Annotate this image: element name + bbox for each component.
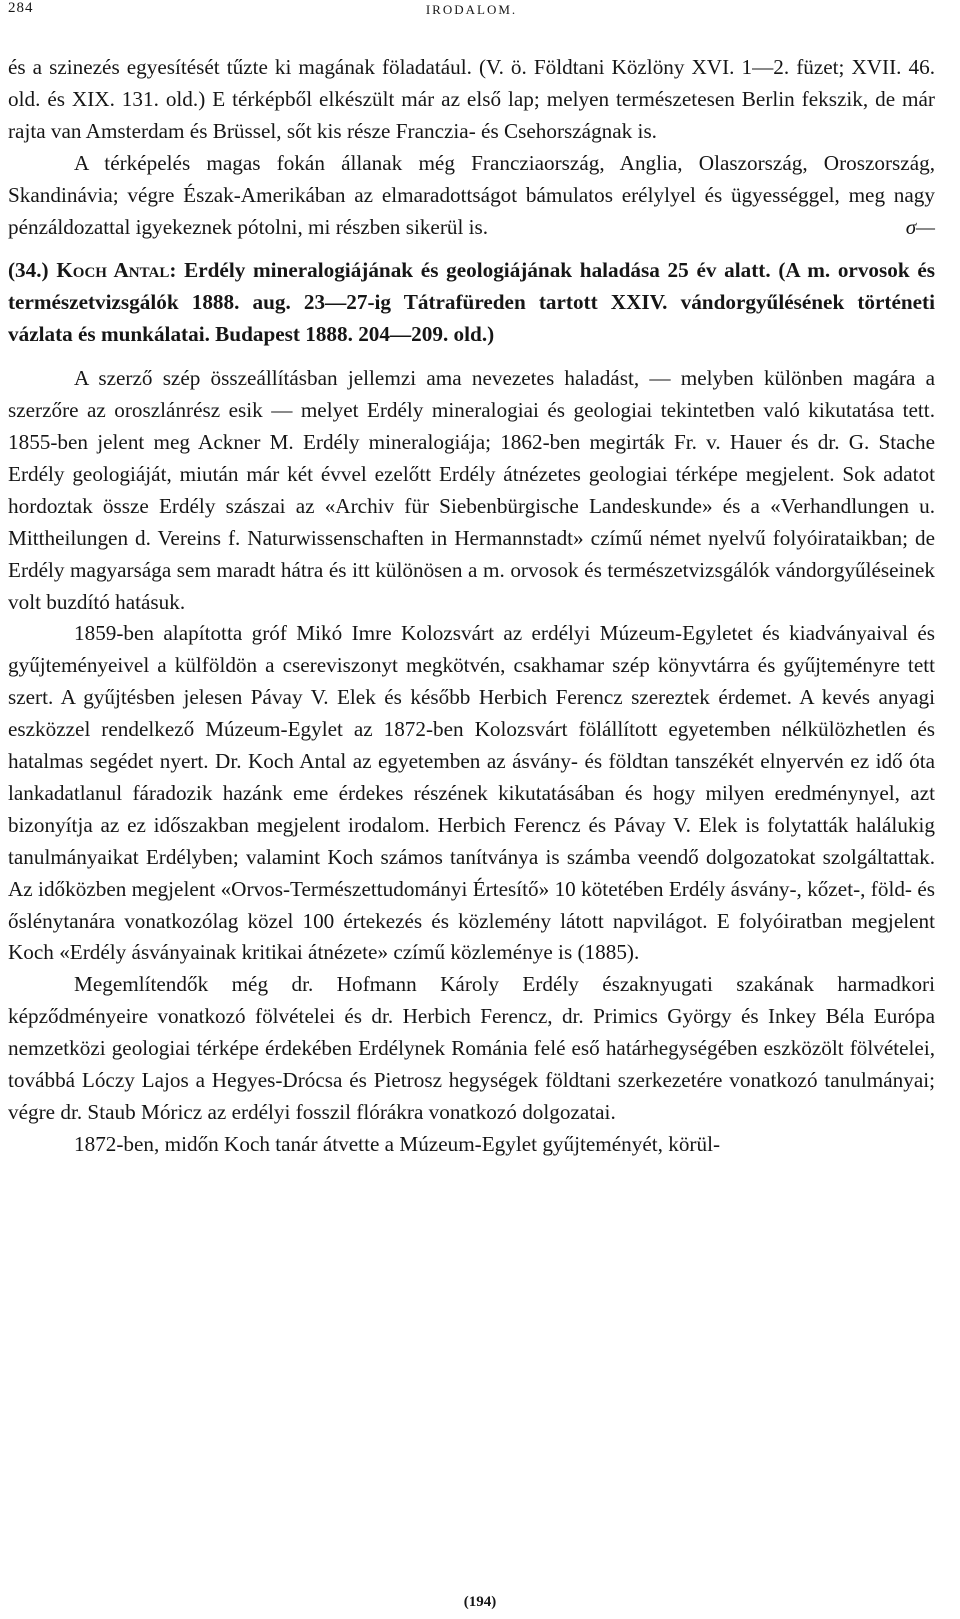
paragraph-4: 1859-ben alapította gróf Mikó Imre Kolozsvárt az erdélyi Múzeum-Egyletet és kiadványaival és gyűjteményeivel a külföldön a csereviszonyt megkötvén, csakhamar szép könyvtárra és gyűjteményre tett szert. A gyűjtésben jelesen Pávay V. Elek és később Herbich Ferencz szereztek érdemet. A kevés anyagi eszközzel rendelkező Múzeum-Egylet az 1872-ben Kolozsvárt fölállított egyetemben nélkülözhetlen és hatalmas segédet nyert. Dr. Koch Antal az egyetemben az ásvány- és földtan tanszékét elnyervén ez idő óta lankadatlanul fáradozik hazánk eme érdekes részének kikutatásában és hogy milyen eredménynyel, azt bizonyítja az ez időszakban megjelent irodalom. Herbich Ferencz és Pávay V. Elek is folytatták halálukig tanulmányaikat Erdélyben; valamint Koch számos tanítványa is számba veendő dolgozatokat szolgáltattak. Az időközben megjelent «Orvos-Természettudományi Értesítő» 10 kötetében Erdély ásvány-, kőzet-, föld- és őslénytanára vonatkozólag közel 100 értekezés és közlemény látott napvilágot. E folyóiratban megjelent Koch «Erdély ásványainak kritikai átnézete» czímű közleménye is (1885). — [8, 621, 935, 965]
page-number: 284 — [8, 0, 34, 16]
reviewer-signature: σ— — [905, 214, 935, 239]
bibliography-entry — [8, 255, 935, 351]
paragraph-5: Megemlítendők még dr. Hofmann Károly Erdély északnyugati szakának harmadkori képződményeire vonatkozó fölvételei és dr. Herbich Ferencz, dr. Primics György és Inkey Béla Európa nemzetközi geologiai térképe érdekében Erdélynek Románia felé eső határhegységében eszközölt fölvételei, továbbá Lóczy Lajos a Hegyes-Drócsa és Pietrosz hegységek földtani szerkezetére vonatkozó tanulmányai; végre dr. Staub Móricz az erdélyi fosszil flórákra vonatkozó dolgozatai. — [8, 972, 935, 1124]
paragraph-3: A szerző szép összeállításban jellemzi ama nevezetes haladást, — melyben különben magára a szerzőre az oroszlánrész esik — melyet Erdély mineralogiai és geologiai tekintetben való kikutatása tett. 1855-ben jelent meg Ackner M. Erdély mineralogiája; 1862-ben megirták Fr. v. Hauer és dr. G. Stache Erdély geologiáját, miután már két évvel ezelőtt Erdély átnézetes geologiai térképe megjelent. Sok adatot hordoztak össze Erdély szászai az «Archiv für Siebenbürgische Landeskunde» és a «Verhandlungen u. Mittheilungen d. Vereins f. Naturwissenschaften in Hermannstadt» czímű német nyelvű folyóirataikban; de Erdély magyarsága sem maradt hátra és itt különösen a m. orvosok és természetvizsgálók vándorgyűléseinek volt buzdító hatásuk. — [8, 366, 935, 614]
paragraph-6: 1872-ben, midőn Koch tanár átvette a Múzeum-Egylet gyűjteményét, körül- — [74, 1131, 721, 1156]
entry-number: (34.) — [8, 258, 49, 283]
page-body — [8, 52, 935, 1161]
entry-title: Erdély mineralogiájának és geologiájának haladása 25 év alatt. (A m. orvosok és természetvizsgálók 1888. aug. 23—27-ig Tátrafüreden tartott XXIV. vándorgyűlésének történeti vázlata és munkálatai. Budapest 1888. 204—209. old.) — [8, 258, 935, 347]
paragraph-1: és a szinezés egyesítését tűzte ki magának föladatául. (V. ö. Földtani Közlöny XVI. 1—2. füzet; XVII. 46. old. és XIX. 131. old.) E térképből elkészült már az első lap; melyen természetesen Berlin fekszik, de már rajta van Amsterdam és Brüssel, sőt kis része Franczia- és Csehországnak is. — [8, 55, 935, 143]
page-header — [8, 0, 935, 22]
paragraph-2-text: A térképelés magas fokán állanak még Francziaország, Anglia, Olaszország, Oroszország, Skandinávia; végre Észak-Amerikában az elmaradottságot bámulatos erélylyel és ügyességgel, meg nagy pénzáldozattal igyekeznek pótolni, mi részben sikerül is. — [8, 150, 935, 239]
signature-mark: (194) — [463, 1594, 497, 1610]
paragraph-2 — [8, 148, 935, 244]
running-head: IRODALOM. — [425, 2, 518, 17]
entry-author: Koch Antal: — [56, 258, 177, 283]
